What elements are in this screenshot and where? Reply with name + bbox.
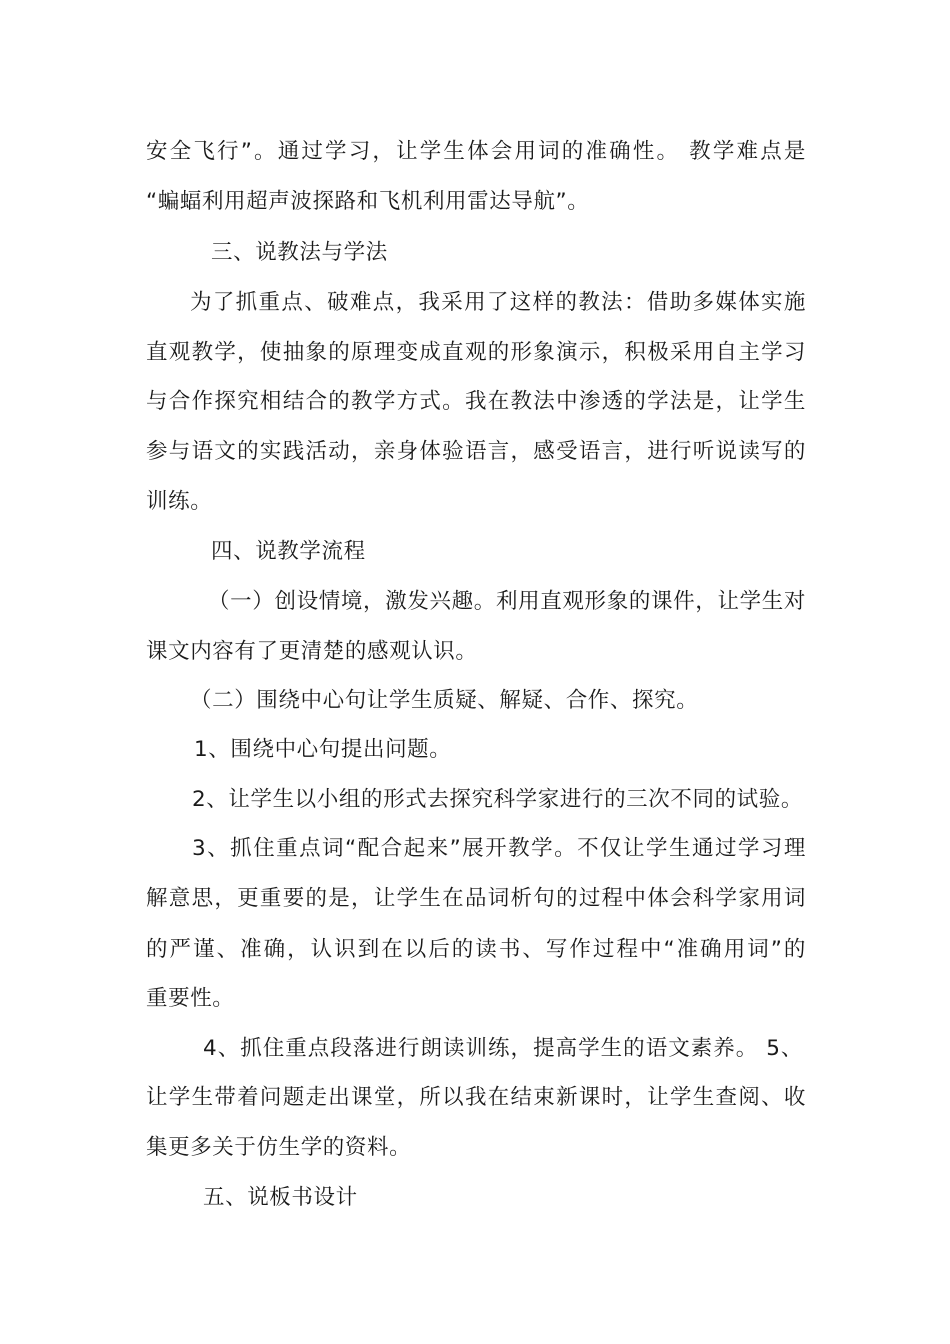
text-line-12: （二）围绕中心句让学生质疑、解疑、合作、探究。	[190, 688, 699, 713]
section-heading-board-design: 五、说板书设计	[203, 1185, 358, 1210]
text-line-20: 让学生带着问题走出课堂，所以我在结束新课时，让学生查阅、收	[146, 1085, 806, 1110]
section-heading-teaching-process: 四、说教学流程	[211, 539, 366, 564]
text-line-10: （一）创设情境，激发兴趣。利用直观形象的课件，让学生对	[208, 589, 806, 614]
text-line-1: 安全飞行”。通过学习，让学生体会用词的准确性。 教学难点是	[146, 139, 806, 164]
text-line-4: 为了抓重点、破难点，我采用了这样的教法：借助多媒体实施	[190, 290, 806, 315]
text-line-18: 重要性。	[146, 986, 235, 1011]
section-heading-teaching-methods: 三、说教法与学法	[211, 240, 388, 265]
list-item-3: 3、抓住重点词“配合起来”展开教学。不仅让学生通过学习理	[192, 836, 806, 861]
text-line-21: 集更多关于仿生学的资料。	[146, 1135, 412, 1160]
text-line-5: 直观教学，使抽象的原理变成直观的形象演示，积极采用自主学习	[146, 340, 806, 365]
text-line-8: 训练。	[146, 489, 213, 514]
text-line-7: 参与语文的实践活动，亲身体验语言，感受语言，进行听说读写的	[146, 439, 806, 464]
list-item-4: 4、抓住重点段落进行朗读训练，提高学生的语文素养。 5、	[203, 1036, 803, 1061]
text-line-11: 课文内容有了更清楚的感观认识。	[146, 639, 478, 664]
text-line-6: 与合作探究相结合的教学方式。我在教法中渗透的学法是，让学生	[146, 389, 806, 414]
text-line-17: 的严谨、准确，认识到在以后的读书、写作过程中“准确用词”的	[146, 937, 806, 962]
text-line-16: 解意思，更重要的是，让学生在品词析句的过程中体会科学家用词	[146, 886, 806, 911]
list-item-2: 2、让学生以小组的形式去探究科学家进行的三次不同的试验。	[192, 787, 803, 812]
list-item-1: 1、围绕中心句提出问题。	[194, 737, 452, 762]
text-line-2: “蝙蝠利用超声波探路和飞机利用雷达导航”。	[146, 189, 590, 214]
